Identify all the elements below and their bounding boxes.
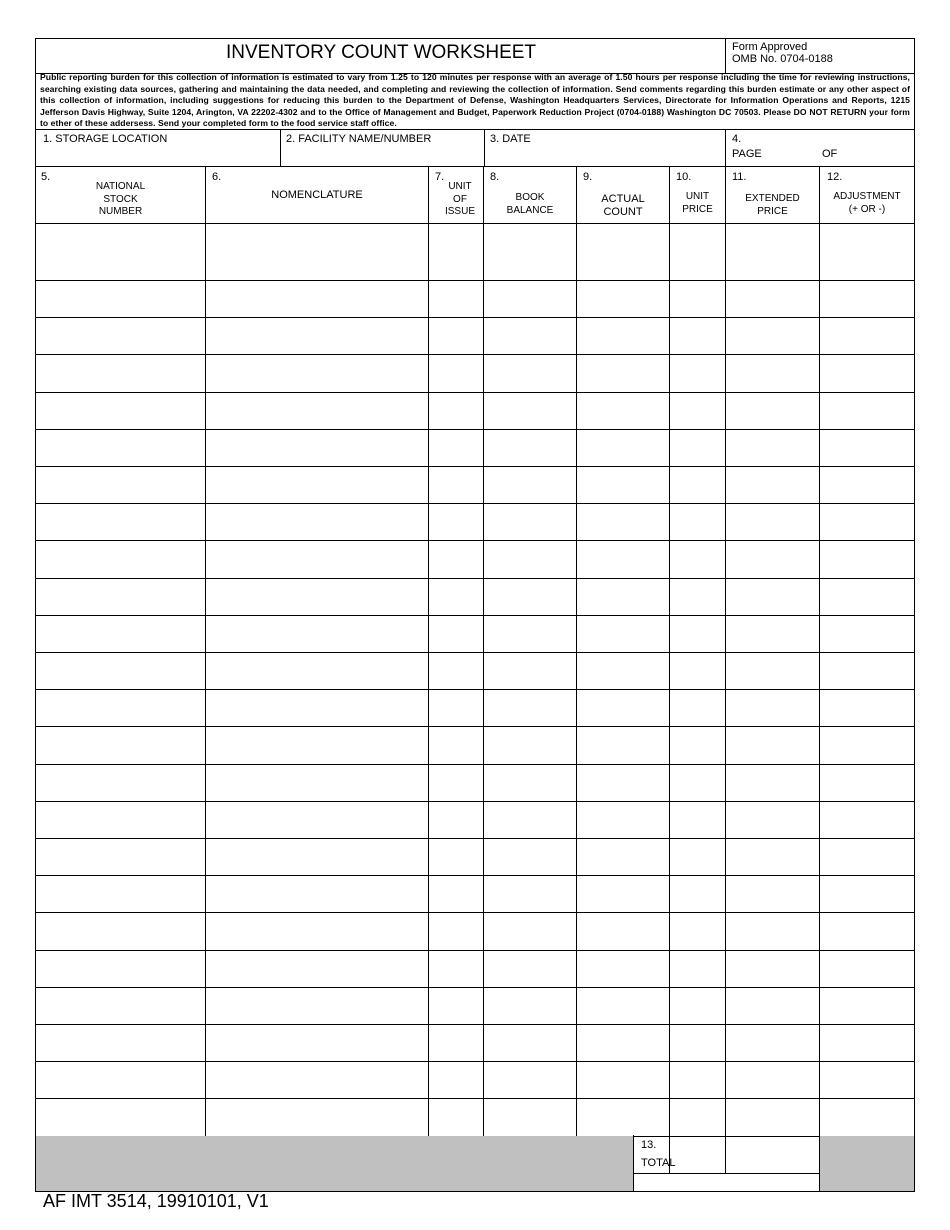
table-cell[interactable]: [484, 578, 577, 615]
table-cell[interactable]: [726, 392, 820, 429]
table-cell[interactable]: [670, 429, 726, 466]
table-cell[interactable]: [429, 801, 484, 838]
table-cell[interactable]: [670, 280, 726, 317]
table-cell[interactable]: [726, 912, 820, 949]
table-cell[interactable]: [726, 950, 820, 987]
form-title: INVENTORY COUNT WORKSHEET: [225, 42, 537, 63]
table-cell[interactable]: [577, 652, 670, 689]
table-cell[interactable]: [670, 466, 726, 503]
table-cell[interactable]: [820, 429, 915, 466]
total-label: TOTAL: [641, 1157, 676, 1169]
table-cell[interactable]: [820, 280, 915, 317]
table-cell[interactable]: [36, 1098, 206, 1135]
table-row: [36, 503, 914, 540]
table-cell[interactable]: [726, 1024, 820, 1061]
table-row: [36, 801, 914, 838]
form-approved-label: Form Approved: [732, 41, 808, 53]
table-cell[interactable]: [577, 689, 670, 726]
table-cell[interactable]: [36, 392, 206, 429]
table-cell[interactable]: [206, 726, 429, 763]
page-number-label: 4.: [732, 133, 742, 145]
table-cell[interactable]: [820, 875, 915, 912]
table-cell[interactable]: [577, 987, 670, 1024]
table-cell[interactable]: [484, 652, 577, 689]
table-row: [36, 764, 914, 801]
column-header-unit-of-issue: [429, 167, 483, 223]
table-cell[interactable]: [36, 466, 206, 503]
table-cell[interactable]: [820, 912, 915, 949]
table-cell[interactable]: [36, 652, 206, 689]
total-shaded-right: [820, 1136, 914, 1191]
table-cell[interactable]: [820, 354, 915, 391]
column-header-nomenclature: [206, 167, 428, 223]
table-cell[interactable]: [36, 987, 206, 1024]
table-cell[interactable]: [206, 764, 429, 801]
table-cell[interactable]: [429, 354, 484, 391]
table-row: [36, 280, 914, 317]
table-cell[interactable]: [577, 875, 670, 912]
page-field[interactable]: [726, 130, 914, 166]
table-cell[interactable]: [670, 764, 726, 801]
table-cell[interactable]: [484, 801, 577, 838]
table-cell[interactable]: [820, 726, 915, 763]
table-cell[interactable]: [670, 838, 726, 875]
table-cell[interactable]: [820, 987, 915, 1024]
table-row: [36, 540, 914, 577]
column-header-adjustment: [820, 167, 914, 223]
table-cell[interactable]: [726, 540, 820, 577]
table-cell[interactable]: [670, 317, 726, 354]
table-cell[interactable]: [429, 615, 484, 652]
table-cell[interactable]: [36, 280, 206, 317]
table-cell[interactable]: [206, 540, 429, 577]
table-cell[interactable]: [36, 354, 206, 391]
table-cell[interactable]: [484, 1098, 577, 1135]
table-cell[interactable]: [36, 540, 206, 577]
table-cell[interactable]: [429, 875, 484, 912]
table-cell[interactable]: [577, 540, 670, 577]
table-cell[interactable]: [726, 280, 820, 317]
table-cell[interactable]: [484, 392, 577, 429]
table-cell[interactable]: [484, 354, 577, 391]
table-cell[interactable]: [577, 223, 670, 280]
table-cell[interactable]: [820, 801, 915, 838]
table-cell[interactable]: [726, 801, 820, 838]
table-cell[interactable]: [670, 801, 726, 838]
table-cell[interactable]: [429, 280, 484, 317]
column-label: UNIT PRICE: [682, 191, 713, 215]
table-cell[interactable]: [36, 764, 206, 801]
table-cell[interactable]: [670, 1098, 726, 1135]
table-cell[interactable]: [820, 689, 915, 726]
table-row: [36, 223, 914, 280]
table-cell[interactable]: [484, 466, 577, 503]
table-cell[interactable]: [820, 1098, 915, 1135]
table-cell[interactable]: [206, 317, 429, 354]
table-cell[interactable]: [206, 801, 429, 838]
table-cell[interactable]: [670, 223, 726, 280]
table-cell[interactable]: [36, 578, 206, 615]
table-cell[interactable]: [670, 354, 726, 391]
table-cell[interactable]: [577, 801, 670, 838]
table-cell[interactable]: [820, 764, 915, 801]
table-cell[interactable]: [670, 950, 726, 987]
table-cell[interactable]: [206, 466, 429, 503]
table-cell[interactable]: [726, 615, 820, 652]
facility-label: 2. FACILITY NAME/NUMBER: [286, 133, 432, 145]
table-cell[interactable]: [36, 689, 206, 726]
omb-approval: [732, 41, 912, 65]
table-row: [36, 875, 914, 912]
table-cell[interactable]: [429, 689, 484, 726]
column-number: 7.: [435, 171, 445, 183]
table-row: [36, 317, 914, 354]
table-cell[interactable]: [670, 912, 726, 949]
table-cell[interactable]: [726, 429, 820, 466]
column-label: ACTUAL COUNT: [601, 193, 645, 218]
storage-location-label: 1. STORAGE LOCATION: [43, 133, 168, 145]
table-cell[interactable]: [577, 912, 670, 949]
table-cell[interactable]: [820, 540, 915, 577]
table-cell[interactable]: [820, 223, 915, 280]
column-label: BOOK BALANCE: [506, 192, 554, 216]
table-cell[interactable]: [484, 950, 577, 987]
table-cell[interactable]: [726, 726, 820, 763]
table-cell[interactable]: [577, 726, 670, 763]
table-row: [36, 987, 914, 1024]
table-cell[interactable]: [820, 578, 915, 615]
table-cell[interactable]: [670, 689, 726, 726]
table-cell[interactable]: [36, 801, 206, 838]
table-row: [36, 838, 914, 875]
table-cell[interactable]: [36, 838, 206, 875]
table-cell[interactable]: [670, 615, 726, 652]
table-cell[interactable]: [484, 503, 577, 540]
table-cell[interactable]: [429, 652, 484, 689]
table-row: [36, 912, 914, 949]
table-cell[interactable]: [820, 950, 915, 987]
table-cell[interactable]: [820, 652, 915, 689]
table-cell[interactable]: [820, 503, 915, 540]
omb-number: OMB No. 0704-0188: [732, 53, 833, 65]
table-cell[interactable]: [820, 615, 915, 652]
table-row: [36, 466, 914, 503]
table-cell[interactable]: [820, 838, 915, 875]
table-row: [36, 1098, 914, 1135]
table-cell[interactable]: [206, 280, 429, 317]
table-cell[interactable]: [429, 950, 484, 987]
column-number: 8.: [490, 171, 500, 183]
table-cell[interactable]: [670, 1024, 726, 1061]
table-cell[interactable]: [726, 689, 820, 726]
table-cell[interactable]: [484, 1061, 577, 1098]
table-row: [36, 578, 914, 615]
table-cell[interactable]: [206, 354, 429, 391]
table-row: [36, 950, 914, 987]
table-cell[interactable]: [429, 503, 484, 540]
table-cell[interactable]: [36, 503, 206, 540]
table-cell[interactable]: [429, 578, 484, 615]
column-label: NOMENCLATURE: [271, 189, 363, 201]
table-cell[interactable]: [577, 392, 670, 429]
table-cell[interactable]: [484, 912, 577, 949]
column-header-book-balance: [484, 167, 576, 223]
total-field[interactable]: [634, 1136, 819, 1191]
burden-statement: Public reporting burden for this collection of information is estimated to vary from 1.25 to 120 minutes per response with an average of 1.50 hours per response including the time for reviewing instructions, searching existing data sources, gathering and maintaining the data needed, and completing and reviewing the collection of information. Send comments regarding this burden estimate or any other aspect of this collection of information, including suggestions for reducing this burden to the Department of Defense, Washington Headquarters Services, Directorate for Information Operations and Reports, 1215 Jefferson Davis Highway, Suite 1204, Arington, VA 22202-4302 and to the Office of Management and Budget, Paperwork Reduction Project (0704-0188) Washington DC 70503. Please DO NOT RETURN your form to ether of these addersess. Send your completed form to the food service staff office.: [40, 72, 910, 129]
table-cell[interactable]: [670, 578, 726, 615]
column-label: NATIONAL STOCK NUMBER: [95, 181, 146, 217]
column-label: UNIT OF ISSUE: [444, 181, 475, 217]
table-cell[interactable]: [36, 223, 206, 280]
total-number: 13.: [641, 1139, 657, 1151]
table-cell[interactable]: [726, 466, 820, 503]
table-cell[interactable]: [484, 689, 577, 726]
table-cell[interactable]: [429, 912, 484, 949]
table-cell[interactable]: [484, 317, 577, 354]
table-cell[interactable]: [206, 875, 429, 912]
table-cell[interactable]: [484, 764, 577, 801]
page-label: PAGE: [732, 148, 762, 160]
column-number: 12.: [827, 171, 843, 183]
column-label: EXTENDED PRICE: [745, 193, 800, 217]
table-row: [36, 726, 914, 763]
table-cell[interactable]: [484, 615, 577, 652]
table-cell[interactable]: [206, 987, 429, 1024]
table-cell[interactable]: [670, 540, 726, 577]
table-cell[interactable]: [577, 615, 670, 652]
table-row: [36, 429, 914, 466]
table-row: [36, 354, 914, 391]
table-cell[interactable]: [429, 317, 484, 354]
table-cell[interactable]: [36, 875, 206, 912]
table-row: [36, 652, 914, 689]
table-cell[interactable]: [726, 223, 820, 280]
table-row: [36, 1024, 914, 1061]
table-row: [36, 392, 914, 429]
table-cell[interactable]: [206, 1024, 429, 1061]
table-cell[interactable]: [577, 429, 670, 466]
table-cell[interactable]: [206, 503, 429, 540]
table-cell[interactable]: [36, 726, 206, 763]
column-number: 10.: [676, 171, 692, 183]
table-cell[interactable]: [577, 354, 670, 391]
table-cell[interactable]: [726, 578, 820, 615]
table-cell[interactable]: [577, 1061, 670, 1098]
table-cell[interactable]: [206, 429, 429, 466]
table-cell[interactable]: [429, 838, 484, 875]
table-cell[interactable]: [429, 1098, 484, 1135]
table-cell[interactable]: [726, 1098, 820, 1135]
table-cell[interactable]: [484, 540, 577, 577]
table-cell[interactable]: [484, 838, 577, 875]
table-cell[interactable]: [577, 317, 670, 354]
table-cell[interactable]: [429, 764, 484, 801]
table-row: [36, 1061, 914, 1098]
table-row: [36, 615, 914, 652]
table-cell[interactable]: [36, 1061, 206, 1098]
table-cell[interactable]: [726, 503, 820, 540]
table-cell[interactable]: [429, 987, 484, 1024]
table-cell[interactable]: [577, 1098, 670, 1135]
table-cell[interactable]: [820, 1024, 915, 1061]
table-cell[interactable]: [484, 726, 577, 763]
table-cell[interactable]: [726, 764, 820, 801]
table-cell[interactable]: [670, 726, 726, 763]
table-cell[interactable]: [670, 1061, 726, 1098]
form-number-footer: AF IMT 3514, 19910101, V1: [43, 1191, 269, 1211]
table-cell[interactable]: [726, 354, 820, 391]
table-row: [36, 689, 914, 726]
table-cell[interactable]: [577, 950, 670, 987]
table-cell[interactable]: [36, 615, 206, 652]
column-number: 11.: [732, 171, 747, 183]
table-cell[interactable]: [670, 875, 726, 912]
column-number: 5.: [41, 171, 51, 183]
of-label: OF: [822, 148, 838, 160]
table-cell[interactable]: [206, 392, 429, 429]
table-cell[interactable]: [820, 466, 915, 503]
table-cell[interactable]: [429, 392, 484, 429]
table-cell[interactable]: [206, 1098, 429, 1135]
table-cell[interactable]: [484, 1024, 577, 1061]
column-number: 9.: [583, 171, 593, 183]
table-cell[interactable]: [36, 950, 206, 987]
facility-field[interactable]: [281, 130, 484, 166]
table-cell[interactable]: [820, 392, 915, 429]
table-cell[interactable]: [820, 1061, 915, 1098]
table-cell[interactable]: [206, 912, 429, 949]
column-number: 6.: [212, 171, 222, 183]
table-cell[interactable]: [726, 875, 820, 912]
table-cell[interactable]: [577, 1024, 670, 1061]
table-cell[interactable]: [484, 429, 577, 466]
column-header-nsn: [36, 167, 205, 223]
table-cell[interactable]: [36, 1024, 206, 1061]
date-label: 3. DATE: [490, 133, 531, 145]
table-cell[interactable]: [577, 280, 670, 317]
table-cell[interactable]: [670, 652, 726, 689]
table-cell[interactable]: [206, 652, 429, 689]
table-cell[interactable]: [36, 429, 206, 466]
column-header-unit-price: [670, 167, 725, 223]
storage-location-field[interactable]: [36, 130, 280, 166]
table-cell[interactable]: [577, 466, 670, 503]
table-cell[interactable]: [577, 764, 670, 801]
table-cell[interactable]: [726, 987, 820, 1024]
column-header-extended-price: [726, 167, 819, 223]
table-cell[interactable]: [484, 875, 577, 912]
table-cell[interactable]: [36, 912, 206, 949]
column-header-actual-count: [577, 167, 669, 223]
table-cell[interactable]: [670, 987, 726, 1024]
table-cell[interactable]: [429, 223, 484, 280]
table-cell[interactable]: [429, 540, 484, 577]
table-cell[interactable]: [206, 578, 429, 615]
table-cell[interactable]: [429, 726, 484, 763]
table-cell[interactable]: [577, 503, 670, 540]
table-cell[interactable]: [206, 1061, 429, 1098]
total-shaded-left: [36, 1136, 633, 1191]
table-cell[interactable]: [484, 987, 577, 1024]
table-cell[interactable]: [206, 689, 429, 726]
date-field[interactable]: [485, 130, 725, 166]
table-cell[interactable]: [726, 652, 820, 689]
column-label: ADJUSTMENT (+ OR -): [833, 191, 901, 215]
table-cell[interactable]: [484, 280, 577, 317]
table-cell[interactable]: [726, 317, 820, 354]
table-cell[interactable]: [206, 838, 429, 875]
table-cell[interactable]: [429, 429, 484, 466]
table-cell[interactable]: [484, 223, 577, 280]
table-cell[interactable]: [577, 838, 670, 875]
table-cell[interactable]: [429, 466, 484, 503]
table-cell[interactable]: [206, 223, 429, 280]
table-cell[interactable]: [206, 950, 429, 987]
table-cell[interactable]: [206, 615, 429, 652]
table-cell[interactable]: [670, 503, 726, 540]
table-cell[interactable]: [429, 1061, 484, 1098]
table-cell[interactable]: [36, 317, 206, 354]
table-cell[interactable]: [670, 392, 726, 429]
table-cell[interactable]: [429, 1024, 484, 1061]
table-cell[interactable]: [577, 578, 670, 615]
table-cell[interactable]: [726, 838, 820, 875]
table-cell[interactable]: [820, 317, 915, 354]
table-cell[interactable]: [726, 1061, 820, 1098]
